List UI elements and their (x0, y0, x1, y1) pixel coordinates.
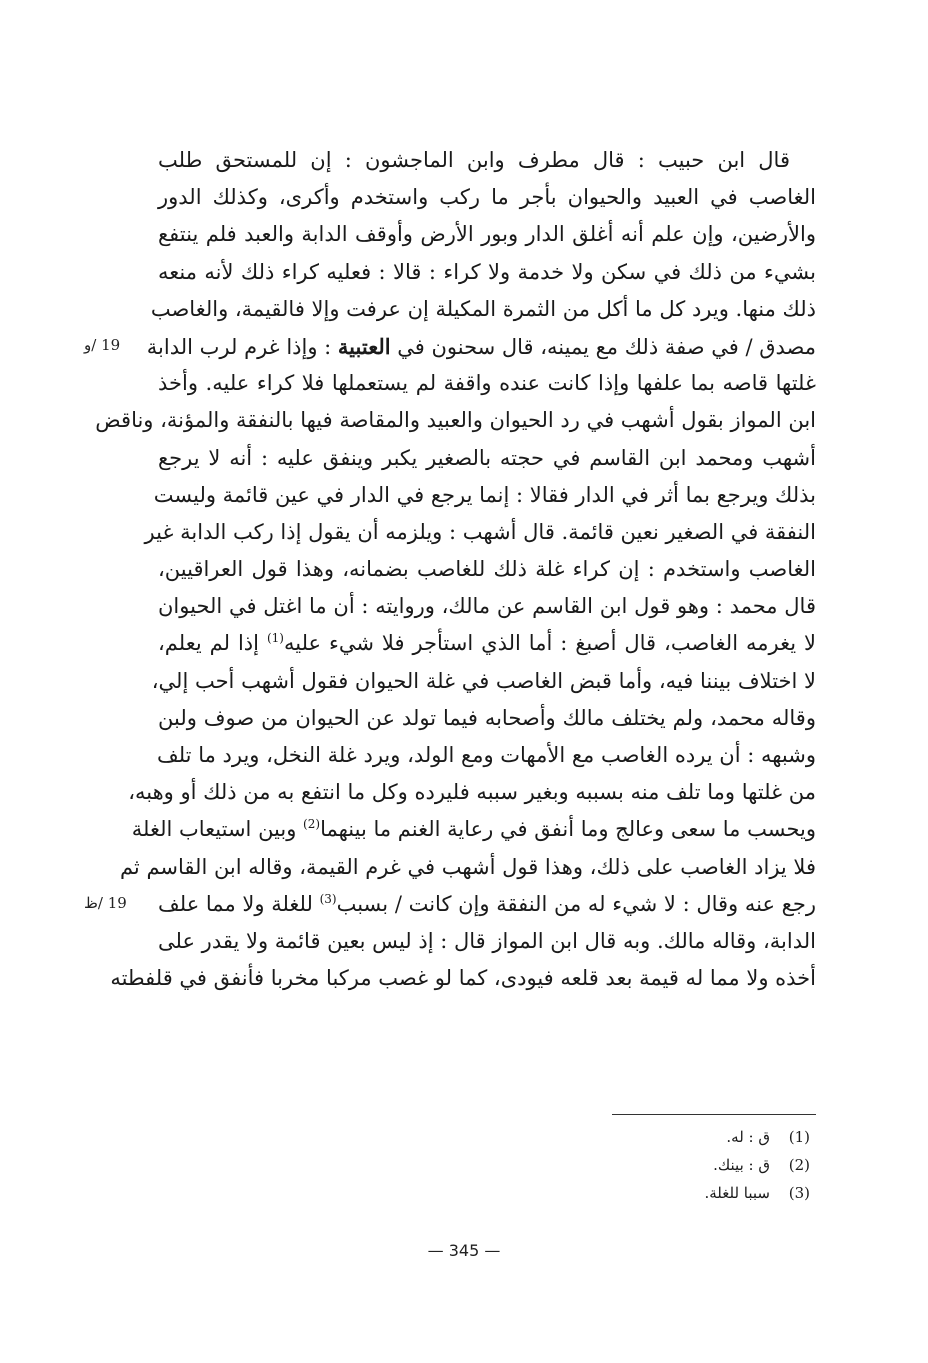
text-segment: : وإذا غرم لرب الدابة (146, 334, 338, 359)
text-line: أخذه ولا مما له قيمة بعد قلعه فيودى، كما لو غصب مركبا مخربا فأنفق في قلفطته (110, 966, 816, 991)
text-segment: رجع عنه وقال : لا شيء له من النفقة وإن كانت / بسبب (336, 891, 816, 916)
text-line: قال محمد : وهو قول ابن القاسم عن مالك، وروايته : أن ما اغتل في الحيوان (158, 594, 816, 619)
text-line: غلتها قاصه بما علفها وإذا كانت عنده واقفة لم يستعملها فلا كراء عليه. وأخذ (158, 371, 816, 396)
text-line: لا اختلاف بيننا فيه، وأما قبض الغاصب في غلة الحيوان فقول أشهب أحب إلي، (151, 668, 816, 693)
footnote-marker: (1) (266, 631, 284, 646)
footnote (704, 1179, 810, 1207)
footnote-number: (2) (788, 1156, 810, 1174)
text-line (158, 886, 816, 923)
footnote-separator (612, 1114, 816, 1115)
text-line: ذلك منها. ويرد كل ما أكل من الثمرة المكيلة إن عرفت وإلا فالقيمة، والغاصب (150, 296, 816, 321)
text-line: الغاصب واستخدم : إن كراء غلة ذلك للغاصب بضمانه، وهذا قول العراقيين، (158, 557, 816, 582)
text-line: والأرضين، وإن علم أنه أغلق الدار وبور الأرض وأوقف الدابة والعبد فلم ينتفع (158, 222, 816, 247)
text-line: قال ابن حبيب : قال مطرف وابن الماجشون : إن للمستحق طلب (158, 148, 790, 172)
text-segment: ويحسب ما سعى وعالج وما أنفق في رعاية الغنم ما بينهما (320, 817, 816, 842)
text-line: من غلتها وما تلف منه بسببه وبغير سببه فليرده وكل ما انتفع به من ذلك أو وهبه، (128, 780, 816, 805)
footnote-number: (1) (788, 1128, 810, 1146)
footnote-text: ق : بينك. (713, 1156, 770, 1174)
footnote-text: ق : له. (726, 1128, 770, 1146)
folio-marker: 19 /ظ (84, 894, 127, 912)
bold-term: العتبية (337, 333, 391, 359)
footnote-text: سببا للغلة. (704, 1184, 770, 1202)
text-segment: مصدق / في صفة ذلك مع يمينه، قال سحنون في (390, 334, 816, 359)
text-line: النفقة في الصغير نعين قائمة. قال أشهب : ويلزمه أن يقول إذا ركب الدابة غير (144, 519, 816, 544)
footnotes (704, 1123, 810, 1207)
text-line (146, 328, 816, 365)
text-segment: لا يغرمه الغاصب، قال أصبغ : أما الذي استأجر فلا شيء عليه (283, 631, 816, 656)
footnote (704, 1151, 810, 1179)
folio-marker: 19 /و (84, 336, 121, 354)
text-line (158, 625, 816, 662)
text-line (131, 811, 816, 848)
footnote (704, 1123, 810, 1151)
text-line: وشبهه : أن يرده الغاصب مع الأمهات ومع الولد، ويرد غلة النخل، ويرد ما تلف (156, 743, 816, 767)
text-line: بذلك ويرجع بما أثر في الدار فقالا : إنما يرجع في الدار في عين قائمة وليست (153, 482, 816, 507)
text-segment: للغلة ولا مما علف (158, 891, 320, 916)
text-segment: وبين استيعاب الغلة (131, 817, 304, 842)
footnote-number: (3) (788, 1184, 810, 1202)
footnote-marker: (2) (303, 817, 321, 832)
text-line: وقاله محمد، ولم يختلف مالك وأصحابه فيما تولد عن الحيوان من صوف ولبن (158, 705, 816, 730)
text-line: الغاصب في العبيد والحيوان بأجر ما ركب واستخدم وأكرى، وكذلك الدور (158, 185, 816, 210)
page-number: — 345 — (427, 1241, 501, 1260)
footnote-marker: (3) (319, 891, 337, 906)
text-line: الدابة، وقاله مالك. وبه قال ابن المواز قال : إذ ليس بعين قائمة ولا يقدر على (158, 928, 816, 953)
text-line: بشيء من ذلك في سكن ولا خدمة ولا كراء : قالا : فعليه كراء ذلك لأنه منعه (158, 259, 816, 284)
text-line: فلا يزاد الغاصب على ذلك، وهذا قول أشهب في غرم القيمة، وقاله ابن القاسم ثم (119, 854, 816, 879)
text-line: ابن المواز بقول أشهب في رد الحيوان والعبيد والمقاصة فيها بالنفقة والمؤنة، وناقض (95, 408, 816, 433)
text-line: أشهب ومحمد ابن القاسم في حجته بالصغير يكبر وينفق عليه : أنه لا يرجع (158, 445, 816, 470)
text-segment: إذا لم يعلم، (158, 631, 267, 656)
